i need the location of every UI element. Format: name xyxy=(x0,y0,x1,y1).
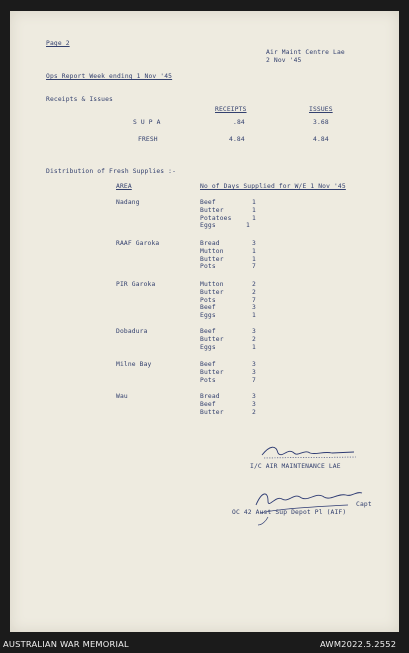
supply-item: Pots xyxy=(200,297,216,304)
org-name: Air Maint Centre Lae xyxy=(266,49,345,56)
days-supplied: 3 xyxy=(252,328,256,335)
supply-item: Mutton xyxy=(200,248,224,255)
supply-item: Eggs xyxy=(200,344,216,351)
supply-item: Beef xyxy=(200,328,216,335)
receipts-heading: Receipts & Issues xyxy=(46,96,113,103)
supply-item: Beef xyxy=(200,401,216,408)
days-supplied: 1 xyxy=(252,312,256,319)
supply-item: Eggs xyxy=(200,222,216,229)
issues-column-header: ISSUES xyxy=(309,106,333,113)
area-name: Nadang xyxy=(116,199,140,206)
footer-institution: AUSTRALIAN WAR MEMORIAL xyxy=(3,639,129,649)
days-supplied: 3 xyxy=(252,393,256,400)
days-supplied: 1 xyxy=(252,256,256,263)
days-supplied: 3 xyxy=(252,304,256,311)
days-supplied: 3 xyxy=(252,361,256,368)
days-supplied: 7 xyxy=(252,377,256,384)
supply-item: Beef xyxy=(200,361,216,368)
second-signatory-title: OC 42 Aust Sup Depot Pl (AIF) xyxy=(232,509,347,516)
receipts-column-header: RECEIPTS xyxy=(215,106,247,113)
days-supplied: 2 xyxy=(252,281,256,288)
days-supplied: 3 xyxy=(252,240,256,247)
days-supplied: 2 xyxy=(252,409,256,416)
supply-item: Beef xyxy=(200,199,216,206)
report-title: Ops Report Week ending 1 Nov '45 xyxy=(46,73,173,80)
days-supplied: 1 xyxy=(246,222,250,229)
area-name: Dobadura xyxy=(116,328,148,335)
supply-item: Butter xyxy=(200,409,224,416)
distribution-heading: Distribution of Fresh Supplies :- xyxy=(46,168,177,175)
first-signatory-title: I/C AIR MAINTENANCE LAE xyxy=(250,463,341,470)
page-number: Page 2 xyxy=(46,40,70,47)
days-supplied: 3 xyxy=(252,401,256,408)
area-name: Milne Bay xyxy=(116,361,152,368)
supply-item: Butter xyxy=(200,256,224,263)
supply-item: Butter xyxy=(200,336,224,343)
supply-item: Bread xyxy=(200,240,220,247)
supply-item: Butter xyxy=(200,369,224,376)
issues-value: 4.84 xyxy=(313,136,329,143)
area-name: Wau xyxy=(116,393,128,400)
report-date: 2 Nov '45 xyxy=(266,57,302,64)
second-signatory-rank: Capt xyxy=(356,501,372,508)
receipts-item-label: FRESH xyxy=(138,136,158,143)
area-name: RAAF Garoka xyxy=(116,240,160,247)
receipts-item-label: S U P A xyxy=(133,119,161,126)
days-supplied: 1 xyxy=(252,199,256,206)
days-supplied: 1 xyxy=(252,248,256,255)
receipts-value: 4.84 xyxy=(229,136,245,143)
issues-value: 3.68 xyxy=(313,119,329,126)
days-supplied: 1 xyxy=(252,207,256,214)
supply-item: Mutton xyxy=(200,281,224,288)
document-page xyxy=(10,11,399,632)
area-name: PIR Garoka xyxy=(116,281,156,288)
supply-item: Butter xyxy=(200,207,224,214)
days-supplied: 1 xyxy=(252,215,256,222)
supply-item: Potatoes xyxy=(200,215,232,222)
footer-accession-number: AWM2022.5.2552 xyxy=(320,639,397,649)
supply-item: Butter xyxy=(200,289,224,296)
supply-item: Beef xyxy=(200,304,216,311)
days-supplied: 7 xyxy=(252,297,256,304)
footer-bar xyxy=(0,635,409,653)
supply-item: Pots xyxy=(200,377,216,384)
days-column-header: No of Days Supplied for W/E 1 Nov '45 xyxy=(200,183,346,190)
days-supplied: 3 xyxy=(252,369,256,376)
receipts-value: .84 xyxy=(233,119,245,126)
days-supplied: 1 xyxy=(252,344,256,351)
area-column-header: AREA xyxy=(116,183,132,190)
days-supplied: 2 xyxy=(252,336,256,343)
supply-item: Eggs xyxy=(200,312,216,319)
first-signature xyxy=(258,443,363,461)
second-signature xyxy=(238,483,368,527)
supply-item: Pots xyxy=(200,263,216,270)
days-supplied: 7 xyxy=(252,263,256,270)
days-supplied: 2 xyxy=(252,289,256,296)
supply-item: Bread xyxy=(200,393,220,400)
